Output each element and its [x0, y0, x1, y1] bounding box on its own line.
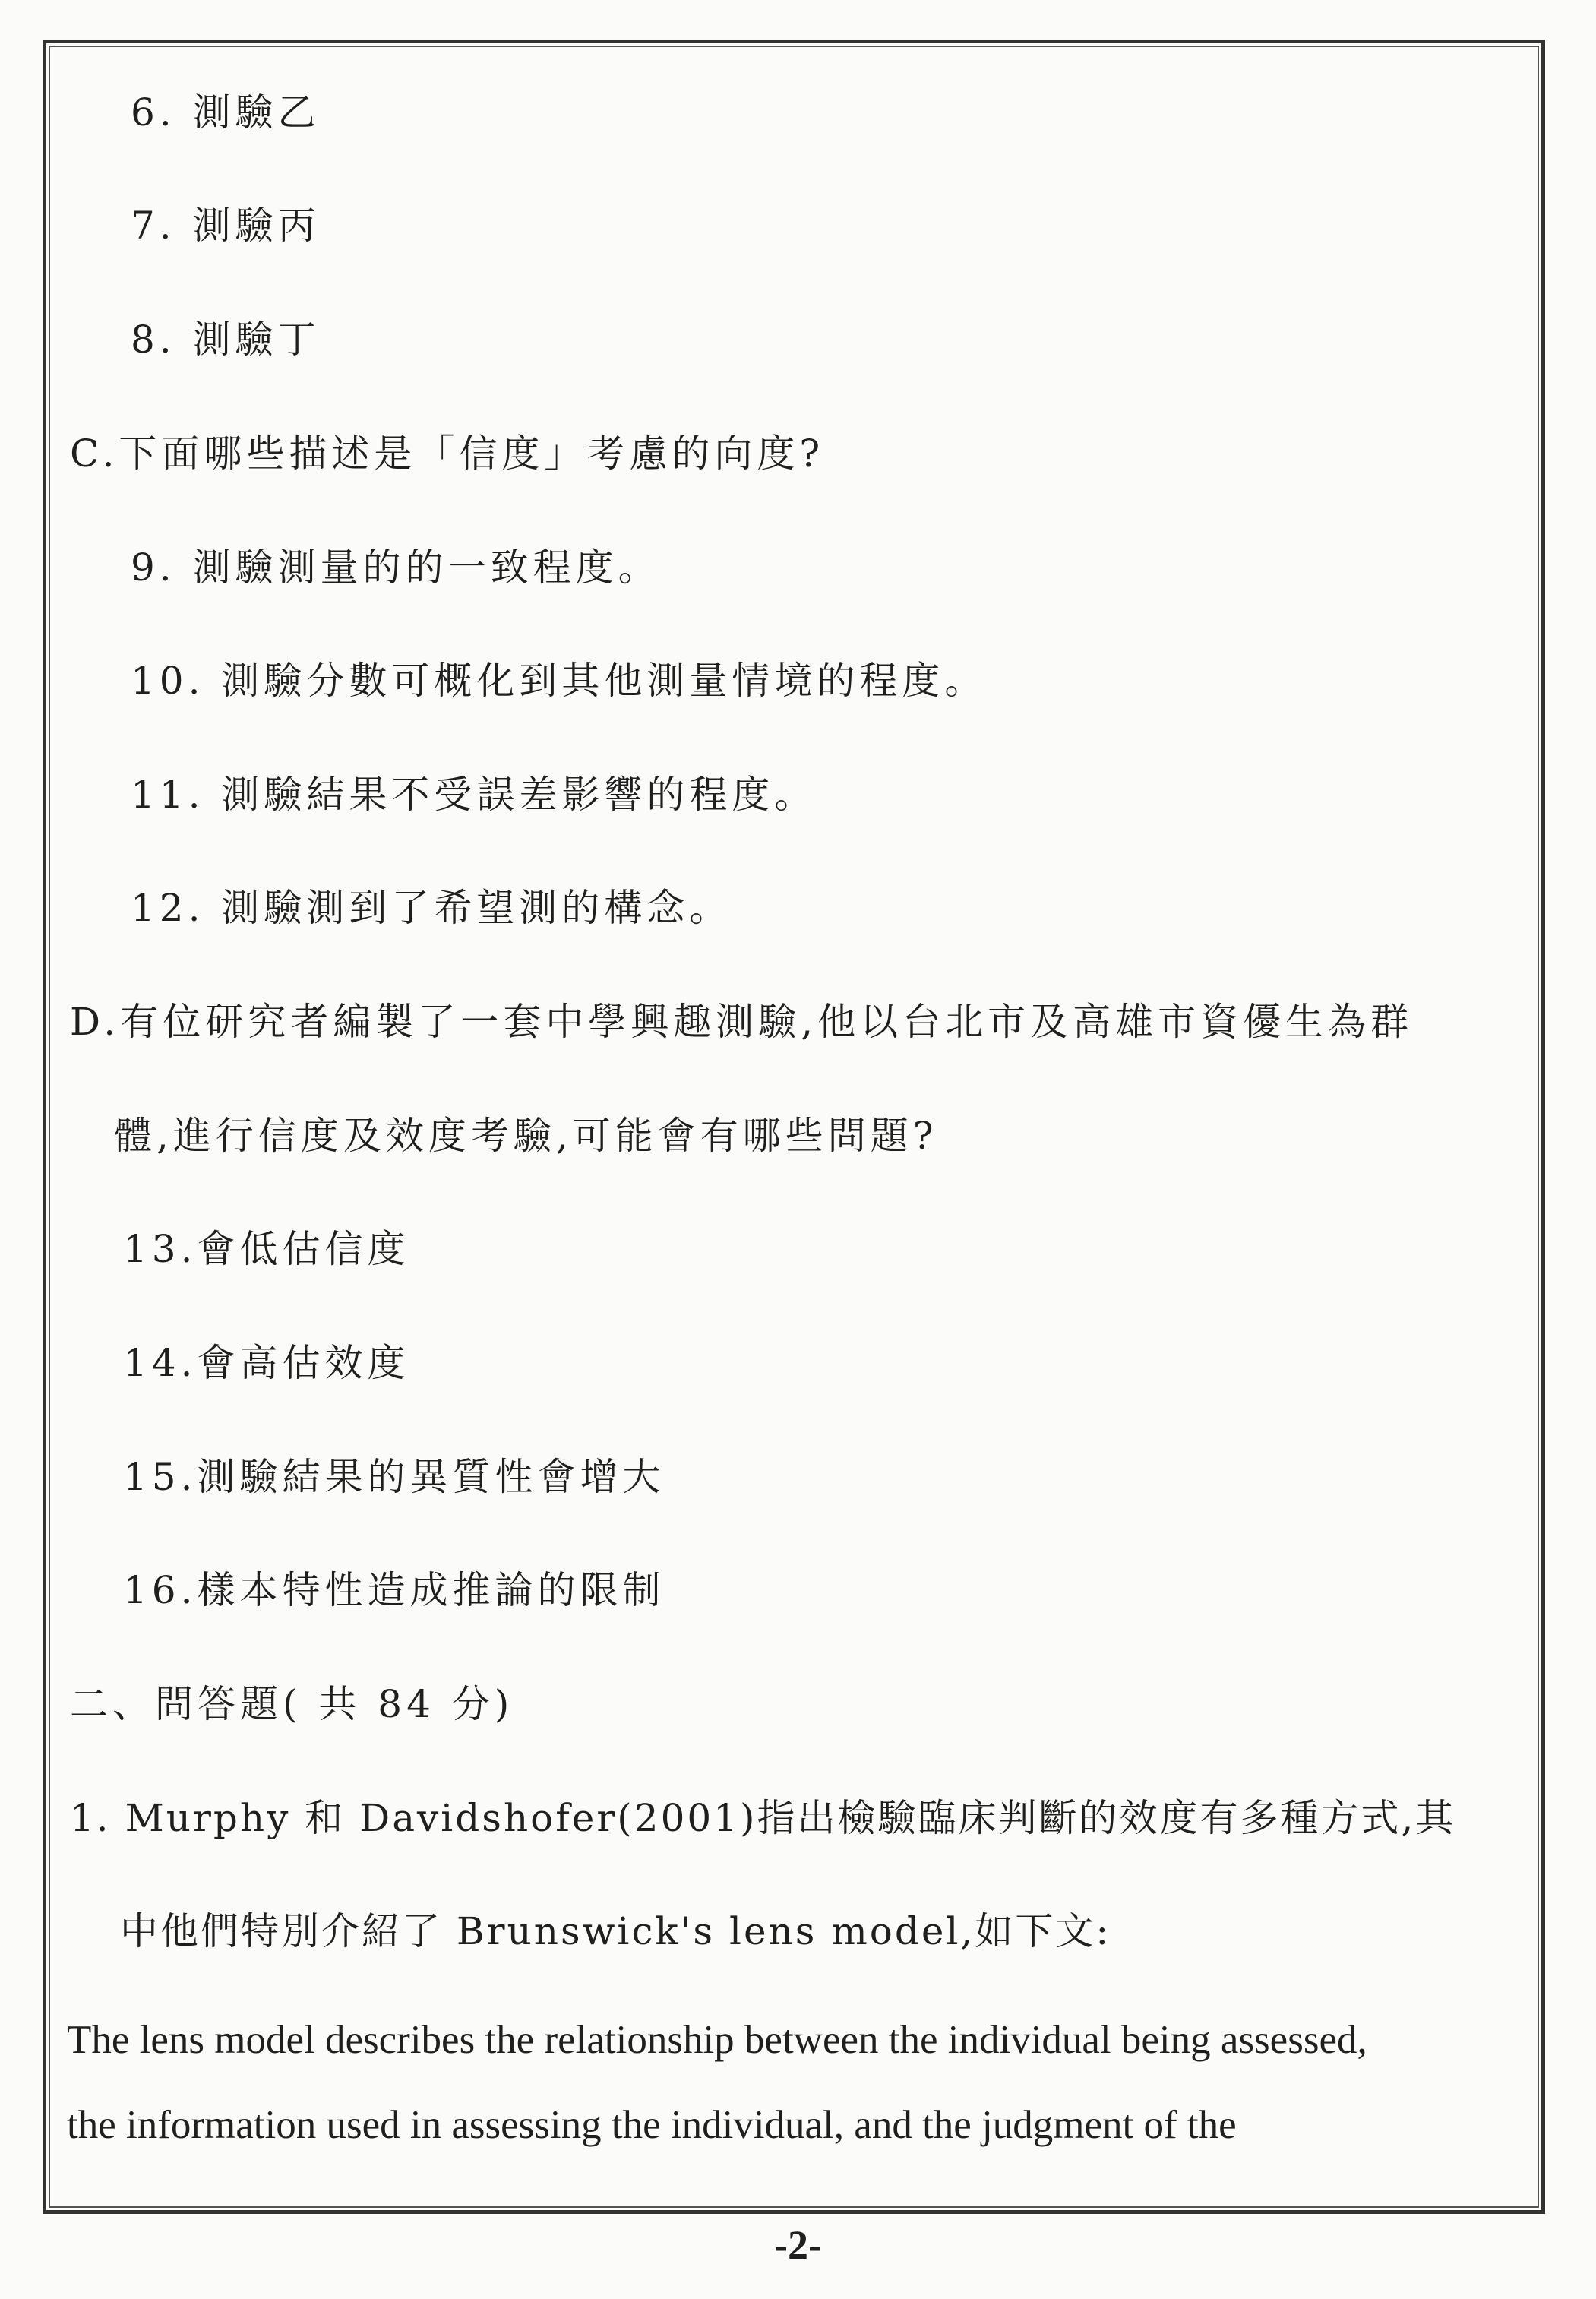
question-d-line2: 體,進行信度及效度考驗,可能會有哪些問題? [114, 1114, 938, 1158]
option-12: 12. 測驗測到了希望測的構念。 [131, 886, 732, 930]
option-16: 16.樣本特性造成推論的限制 [123, 1568, 665, 1612]
option-6: 6. 測驗乙 [131, 90, 321, 134]
option-14: 14.會高估效度 [123, 1341, 410, 1385]
section-2-heading: 二、問答題( 共 84 分) [70, 1682, 514, 1726]
option-11: 11. 測驗結果不受誤差影響的程度。 [131, 773, 817, 817]
page-number: -2- [774, 2222, 822, 2268]
option-7: 7. 測驗丙 [131, 204, 321, 248]
question-d-line1: D.有位研究者編製了一套中學興趣測驗,他以台北市及高雄市資優生為群 [70, 1000, 1414, 1044]
option-8: 8. 測驗丁 [131, 318, 321, 362]
question-1-line1: 1. Murphy 和 Davidshofer(2001)指出檢驗臨床判斷的效度有多種方式,其 [70, 1796, 1456, 1840]
option-15: 15.測驗結果的異質性會增大 [123, 1455, 665, 1499]
option-9: 9. 測驗測量的的一致程度。 [131, 545, 661, 590]
english-text-line1: The lens model describes the relationship between the individual being assessed, [67, 2018, 1367, 2062]
option-10: 10. 測驗分數可概化到其他測量情境的程度。 [131, 659, 988, 703]
option-13: 13.會低估信度 [123, 1227, 410, 1271]
question-1-line2: 中他們特別介紹了 Brunswick's lens model,如下文: [120, 1909, 1111, 1953]
question-c: C.下面哪些描述是「信度」考慮的向度? [70, 432, 825, 476]
english-text-line2: the information used in assessing the individual, and the judgment of the [67, 2103, 1237, 2147]
